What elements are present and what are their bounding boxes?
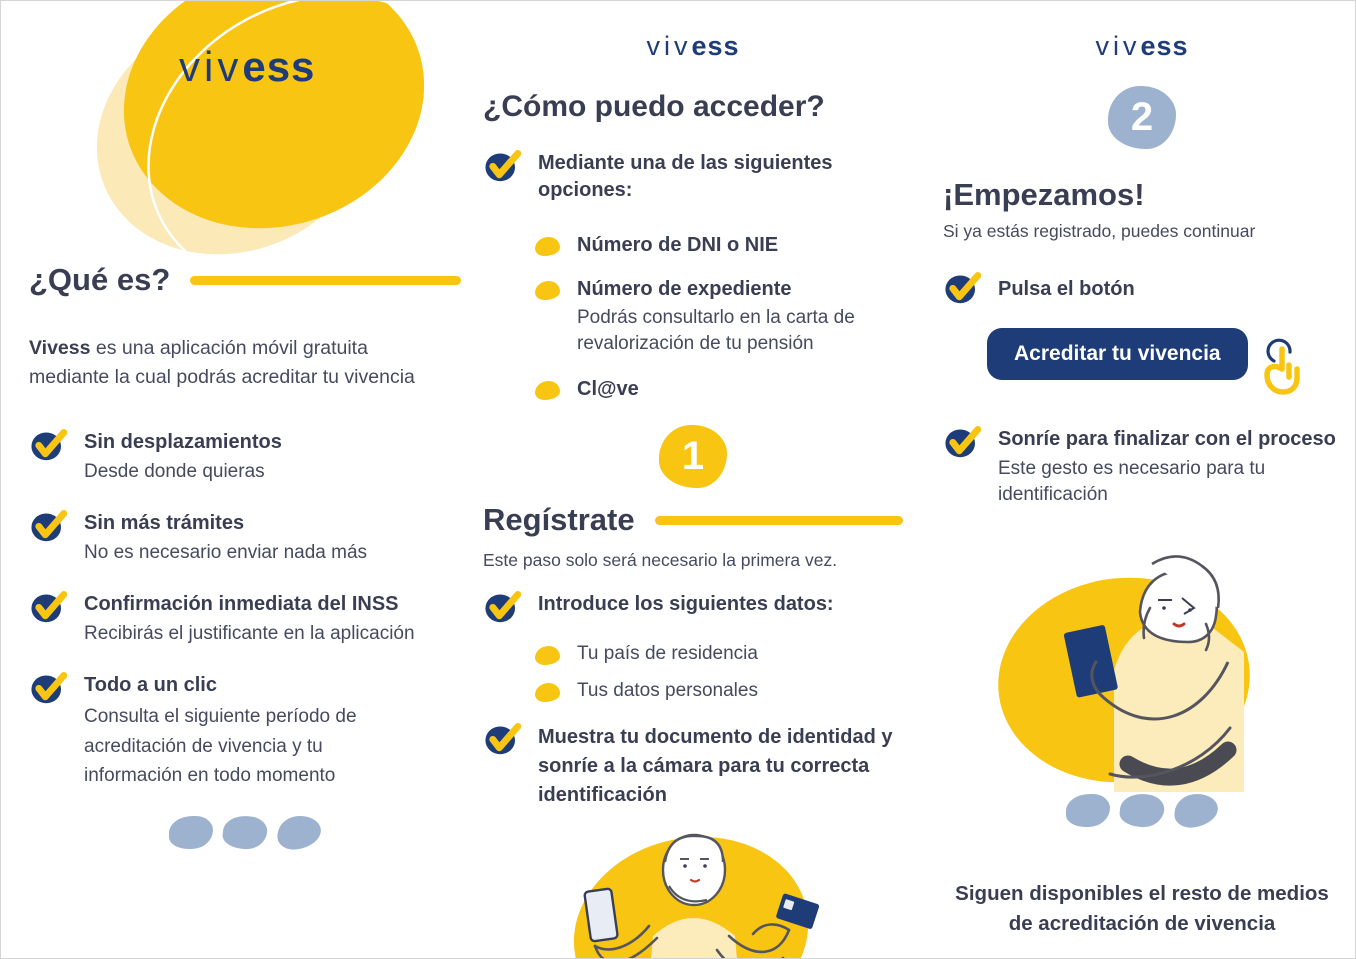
- acreditar-vivencia-button[interactable]: Acreditar tu vivencia: [987, 328, 1248, 380]
- dot-icon: [275, 814, 323, 852]
- option-desc: Podrás consultarlo en la carta de revalorización de tu pensión: [577, 307, 855, 355]
- yellow-blob-graphic: [84, 0, 484, 273]
- step-2-badge: 2: [1108, 86, 1176, 149]
- yellow-dot-icon: [535, 281, 560, 300]
- yellow-dot-icon: [535, 683, 560, 702]
- benefit-item-tramites: [29, 510, 461, 566]
- check-circle-icon: [943, 423, 983, 460]
- option-clave: [535, 378, 903, 401]
- three-blue-dots-icon: [943, 794, 1341, 827]
- yellow-dot-icon: [535, 381, 560, 400]
- benefit-title: Confirmación inmediata del INSS: [84, 592, 399, 615]
- button-row: [987, 328, 1341, 398]
- check-circle-icon: [483, 720, 523, 757]
- benefits-list: [29, 429, 461, 791]
- yellow-dot-icon: [535, 237, 560, 256]
- intro-text: es una aplicación móvil gratuita mediante la cual podrás acreditar tu vivencia: [29, 337, 415, 389]
- column-que-es: [29, 1, 461, 849]
- step-1-badge: 1: [659, 425, 727, 488]
- data-check-label: Introduce los siguientes datos:: [538, 593, 834, 616]
- illustration-man-register: [557, 818, 829, 959]
- yellow-dot-icon: [535, 646, 560, 665]
- dot-icon: [1172, 792, 1220, 830]
- check-circle-icon: [483, 147, 523, 184]
- option-title: Número de expediente: [577, 278, 792, 300]
- registrate-heading: Regístrate: [483, 502, 635, 538]
- document-check-label: Muestra tu documento de identidad y sonríe a la cámara para tu correcta identificación: [538, 726, 893, 807]
- vivess-logo: vivess: [179, 43, 316, 90]
- empezamos-heading: ¡Empezamos!: [943, 177, 1145, 212]
- check-circle-icon: [943, 269, 983, 306]
- option-title: Número de DNI o NIE: [577, 234, 779, 256]
- intro-paragraph: [29, 334, 439, 393]
- benefit-title: Todo a un clic: [84, 674, 217, 697]
- data-option-datos: [535, 680, 903, 702]
- check-circle-icon: [483, 588, 523, 625]
- check-circle-icon: [29, 507, 69, 544]
- benefit-item-desplazamientos: [29, 429, 461, 485]
- data-options-list: [483, 643, 903, 702]
- benefit-item-clic: [29, 672, 461, 790]
- document-check: [483, 723, 903, 810]
- vivess-logo: vivess: [1095, 31, 1189, 61]
- heading-accent-bar: [190, 276, 461, 285]
- column-como-acceder: [483, 1, 903, 959]
- registrate-heading-row: [483, 502, 903, 538]
- smile-check-title: Sonríe para finalizar con el proceso: [998, 428, 1336, 450]
- data-option-label: Tus datos personales: [577, 680, 758, 702]
- press-check: [943, 272, 1341, 306]
- benefit-desc: Recibirás el justificante en la aplicación: [84, 622, 415, 644]
- check-circle-icon: [29, 588, 69, 625]
- check-circle-icon: [29, 426, 69, 463]
- que-es-heading: ¿Qué es?: [29, 262, 171, 297]
- hero-logo-blob: [29, 1, 461, 256]
- smile-check-desc: Este gesto es necesario para tu identificación: [998, 458, 1266, 506]
- data-option-pais: [535, 643, 903, 665]
- check-circle-icon: [29, 669, 69, 706]
- benefit-title: Sin más trámites: [84, 511, 245, 534]
- dot-icon: [1118, 792, 1165, 829]
- illustration-woman-smile: [992, 512, 1292, 792]
- dot-icon: [221, 814, 268, 851]
- option-dni: [535, 234, 903, 257]
- dot-icon: [1066, 794, 1110, 827]
- footer-note: Siguen disponibles el resto de medios de acreditación de vivencia: [955, 882, 1329, 936]
- heading-accent-bar: [655, 516, 903, 525]
- hand-pointer-icon: [1254, 336, 1306, 398]
- access-check-label: Mediante una de las siguientes opciones:: [538, 152, 833, 201]
- data-check: [483, 591, 903, 625]
- acceder-heading: ¿Cómo puedo acceder?: [483, 90, 825, 123]
- dot-icon: [169, 816, 213, 849]
- benefit-title: Sin desplazamientos: [84, 430, 282, 453]
- benefit-desc: No es necesario enviar nada más: [84, 541, 368, 563]
- access-options-list: [483, 234, 903, 401]
- benefit-item-confirmacion: [29, 591, 461, 647]
- option-title: Cl@ve: [577, 378, 639, 401]
- option-expediente: [535, 278, 903, 357]
- data-option-label: Tu país de residencia: [577, 643, 758, 665]
- smile-check: [943, 426, 1341, 508]
- benefit-desc: Consulta el siguiente período de acreditación de vivencia y tu información en todo momento: [84, 706, 357, 787]
- access-check: [483, 150, 903, 204]
- three-blue-dots-icon: [29, 816, 461, 849]
- vivess-logo: vivess: [646, 31, 740, 61]
- empezamos-subheading: Si ya estás registrado, puedes continuar: [943, 221, 1256, 241]
- benefit-desc: Desde donde quieras: [84, 460, 265, 482]
- intro-brand-word: Vivess: [29, 337, 91, 359]
- registrate-note: Este paso solo será necesario la primera vez.: [483, 550, 838, 571]
- column-empezamos: [943, 1, 1341, 939]
- press-check-label: Pulsa el botón: [998, 278, 1135, 300]
